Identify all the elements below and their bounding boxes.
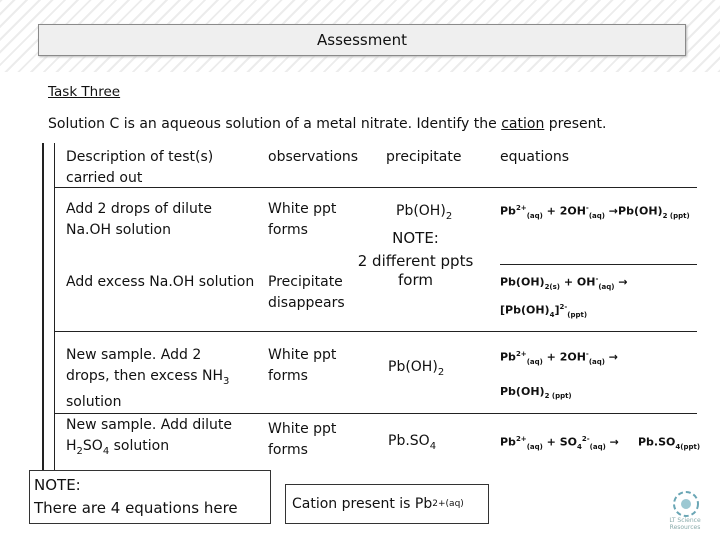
table-divider-row3 [54,413,697,414]
row3-precipitate: $Pb(OH)_2$ [388,359,445,378]
header-precipitate: precipitate [386,149,462,165]
cation-answer: Cation present is Pb 2+ (aq) [285,484,489,524]
header-description: Description of test(s) carried out [66,149,214,186]
row1-description: Add 2 drops of dilute Na.OH solution [66,201,213,238]
note-four-equations [29,470,271,524]
prompt-before: Solution C is an aqueous solution of a metal nitrate. Identify the [48,116,502,132]
note1-line3: form [398,271,433,289]
row4-precipitate: $Pb.SO_4$ [388,433,437,452]
row4-observation: White ppt forms [268,421,337,458]
row3-observation: White ppt forms [268,347,337,384]
prompt-after: present. [544,116,607,132]
table-left-border-inner [54,143,55,470]
logo-text: LT Science Resources [669,517,701,531]
note2-line2: There are 4 equations here [34,499,238,517]
task-title: Task Three [48,84,121,100]
results-table [42,143,701,470]
row4-equation: $Pb^{2+}_{(aq)} + SO_4^{2-}_{(aq)}$ → $Pb.SO_{4(ppt)}$ [500,435,701,451]
row4-description: New sample. Add dilute $H_2SO_4$ solution [66,417,232,457]
row3-equation: $Pb^{2+}_{(aq)} + 2OH^-_{(aq)}$ → $Pb(OH)_{2 (ppt)}$ [500,350,619,401]
row2-equation: $Pb(OH)_{2(s)} + OH^-_{(aq)}$ → $[Pb(OH)_4]^{2-}_{(ppt)}$ [500,275,628,319]
note1-line1: NOTE: [392,229,439,247]
table-divider-row2 [54,331,697,332]
row1-equation: $Pb^{2+}_{(aq)} + 2OH^-_{(aq)} \to Pb(OH)_{2 (ppt)}$ [500,204,690,220]
note-different-ppts [347,227,484,299]
header-observations: observations [268,149,359,165]
note2-line1: NOTE: [34,476,81,494]
row2-description: Add excess Na.OH solution [66,274,255,290]
task-prompt [48,116,606,132]
prompt-cation: cation [501,116,545,132]
note1-line2: 2 different ppts [357,252,474,270]
page-title: Assessment [317,31,407,49]
header-bar [38,24,686,56]
row1-precipitate: $Pb(OH)_2$ [396,203,453,222]
row2-observation: Precipitate disappears [268,274,345,311]
row3-description: New sample. Add 2 drops, then excess $NH_3$ solution [66,347,230,410]
table-left-border [42,143,44,470]
row1-observation: White ppt forms [268,201,337,238]
table-divider-row1 [500,264,697,265]
header-equations: equations [500,149,570,165]
